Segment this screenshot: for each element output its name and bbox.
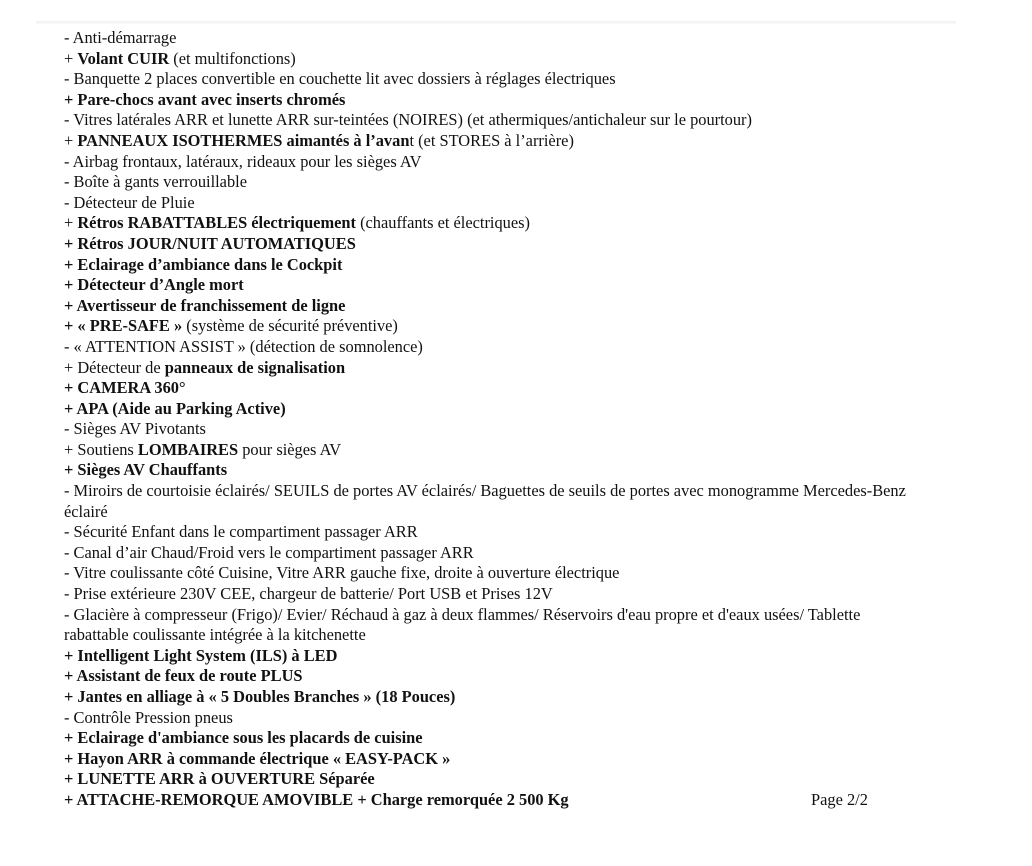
bold-text-segment: + Détecteur d’Angle mort — [64, 275, 244, 295]
top-divider — [36, 21, 956, 24]
bold-text-segment: + LUNETTE ARR à OUVERTURE Séparée — [64, 769, 375, 789]
text-segment: (chauffants et électriques) — [355, 213, 530, 233]
equipment-line — [64, 790, 924, 811]
equipment-line — [64, 666, 924, 687]
bold-text-segment: + Rétros JOUR/NUIT AUTOMATIQUES — [64, 233, 356, 253]
equipment-line — [64, 152, 924, 173]
text-segment: - Vitres latérales ARR et lunette ARR sur-teintées (NOIRES) (et athermiques/antichaleur sur le pourtour) — [64, 110, 752, 130]
equipment-line — [64, 275, 924, 296]
equipment-line — [64, 193, 924, 214]
equipment-line — [64, 234, 924, 255]
text-segment: - Vitre coulissante côté Cuisine, Vitre ARR gauche fixe, droite à ouverture électrique — [64, 563, 620, 583]
page-number: Page 2/2 — [811, 790, 868, 809]
text-segment: t (et STORES à l’arrière) — [409, 130, 574, 150]
equipment-line — [64, 378, 924, 399]
bold-text-segment: + Jantes en alliage à « 5 Doubles Branches » (18 Pouces) — [64, 687, 456, 706]
bold-text-segment: panneaux de signalisation — [164, 357, 346, 377]
bold-text-segment: Rétros RABATTABLES électriquement — [77, 213, 356, 233]
text-segment: - Prise extérieure 230V CEE, chargeur de batterie/ Port USB et Prises 12V — [64, 584, 553, 604]
equipment-line — [64, 213, 924, 234]
text-segment: - Contrôle Pression pneus — [64, 707, 233, 727]
equipment-line — [64, 90, 924, 111]
text-segment: + — [64, 130, 78, 150]
equipment-line — [64, 563, 924, 584]
equipment-line — [64, 255, 924, 276]
equipment-line — [64, 769, 924, 790]
bold-text-segment: + Sièges AV Chauffants — [64, 460, 228, 480]
equipment-line — [64, 646, 924, 667]
bold-text-segment: + Eclairage d'ambiance sous les placards de cuisine — [64, 728, 423, 748]
equipment-line — [64, 728, 924, 749]
equipment-line — [64, 481, 924, 522]
equipment-line — [64, 358, 924, 379]
text-segment: + — [64, 48, 78, 68]
equipment-line — [64, 49, 924, 70]
bold-text-segment: + ATTACHE-REMORQUE AMOVIBLE + Charge remorquée 2 500 Kg — [64, 789, 569, 809]
text-segment: + Détecteur de — [64, 357, 165, 377]
bold-text-segment: + Intelligent Light System (ILS) à LED — [64, 645, 338, 665]
bold-text-segment: PANNEAUX ISOTHERMES aimantés à l’avan — [77, 130, 410, 150]
bold-text-segment: + « PRE-SAFE » — [64, 316, 183, 336]
equipment-line — [64, 69, 924, 90]
text-segment: - Glacière à compresseur (Frigo)/ Evier/ Réchaud à gaz à deux flammes/ Réservoirs d'eau propre et d'eaux usées/ Tablette rabattable coulissante intégrée à la kitchenette — [64, 604, 861, 645]
bold-text-segment: + Pare-chocs avant avec inserts chromés — [64, 89, 346, 109]
text-segment: - Sécurité Enfant dans le compartiment passager ARR — [64, 522, 418, 542]
equipment-line — [64, 440, 924, 461]
text-segment: + — [64, 213, 78, 233]
text-segment: - Sièges AV Pivotants — [64, 419, 206, 439]
text-segment: - Banquette 2 places convertible en couchette lit avec dossiers à réglages électriques — [64, 69, 616, 89]
bold-text-segment: + Eclairage d’ambiance dans le Cockpit — [64, 254, 343, 274]
bold-text-segment: LOMBAIRES — [137, 439, 239, 459]
bold-text-segment: + Assistant de feux de route PLUS — [64, 666, 303, 686]
text-segment: - Boîte à gants verrouillable — [64, 172, 247, 192]
text-segment: - Détecteur de Pluie — [64, 192, 195, 212]
equipment-line — [64, 316, 924, 337]
text-segment: + Soutiens — [64, 439, 138, 459]
bold-text-segment: Volant CUIR — [77, 48, 170, 68]
text-segment: pour sièges AV — [238, 439, 342, 459]
text-segment: - Canal d’air Chaud/Froid vers le compartiment passager ARR — [64, 542, 474, 562]
equipment-line — [64, 337, 924, 358]
text-segment: - Miroirs de courtoisie éclairés/ SEUILS de portes AV éclairés/ Baguettes de seuils de portes avec monogramme Mercedes-Benz éclairé — [64, 481, 906, 521]
text-segment: - Anti-démarrage — [64, 28, 177, 47]
equipment-line — [64, 522, 924, 543]
bold-text-segment: + APA (Aide au Parking Active) — [64, 398, 286, 418]
equipment-line — [64, 543, 924, 564]
equipment-line — [64, 584, 924, 605]
equipment-line — [64, 131, 924, 152]
equipment-line — [64, 419, 924, 440]
equipment-list — [64, 28, 924, 811]
bold-text-segment: + Avertisseur de franchissement de ligne — [64, 295, 346, 315]
equipment-line — [64, 749, 924, 770]
equipment-line — [64, 172, 924, 193]
text-segment: (et multifonctions) — [169, 48, 296, 68]
equipment-line — [64, 399, 924, 420]
equipment-line — [64, 605, 924, 646]
bold-text-segment: + CAMERA 360° — [64, 378, 186, 398]
equipment-line — [64, 28, 924, 49]
text-segment: (système de sécurité préventive) — [182, 316, 398, 336]
equipment-line — [64, 708, 924, 729]
equipment-line — [64, 687, 924, 708]
text-segment: - Airbag frontaux, latéraux, rideaux pour les sièges AV — [64, 151, 422, 171]
bold-text-segment: + Hayon ARR à commande électrique « EASY-PACK » — [64, 748, 451, 768]
text-segment: - « ATTENTION ASSIST » (détection de somnolence) — [64, 336, 423, 356]
equipment-line — [64, 110, 924, 131]
equipment-line — [64, 296, 924, 317]
equipment-line — [64, 460, 924, 481]
